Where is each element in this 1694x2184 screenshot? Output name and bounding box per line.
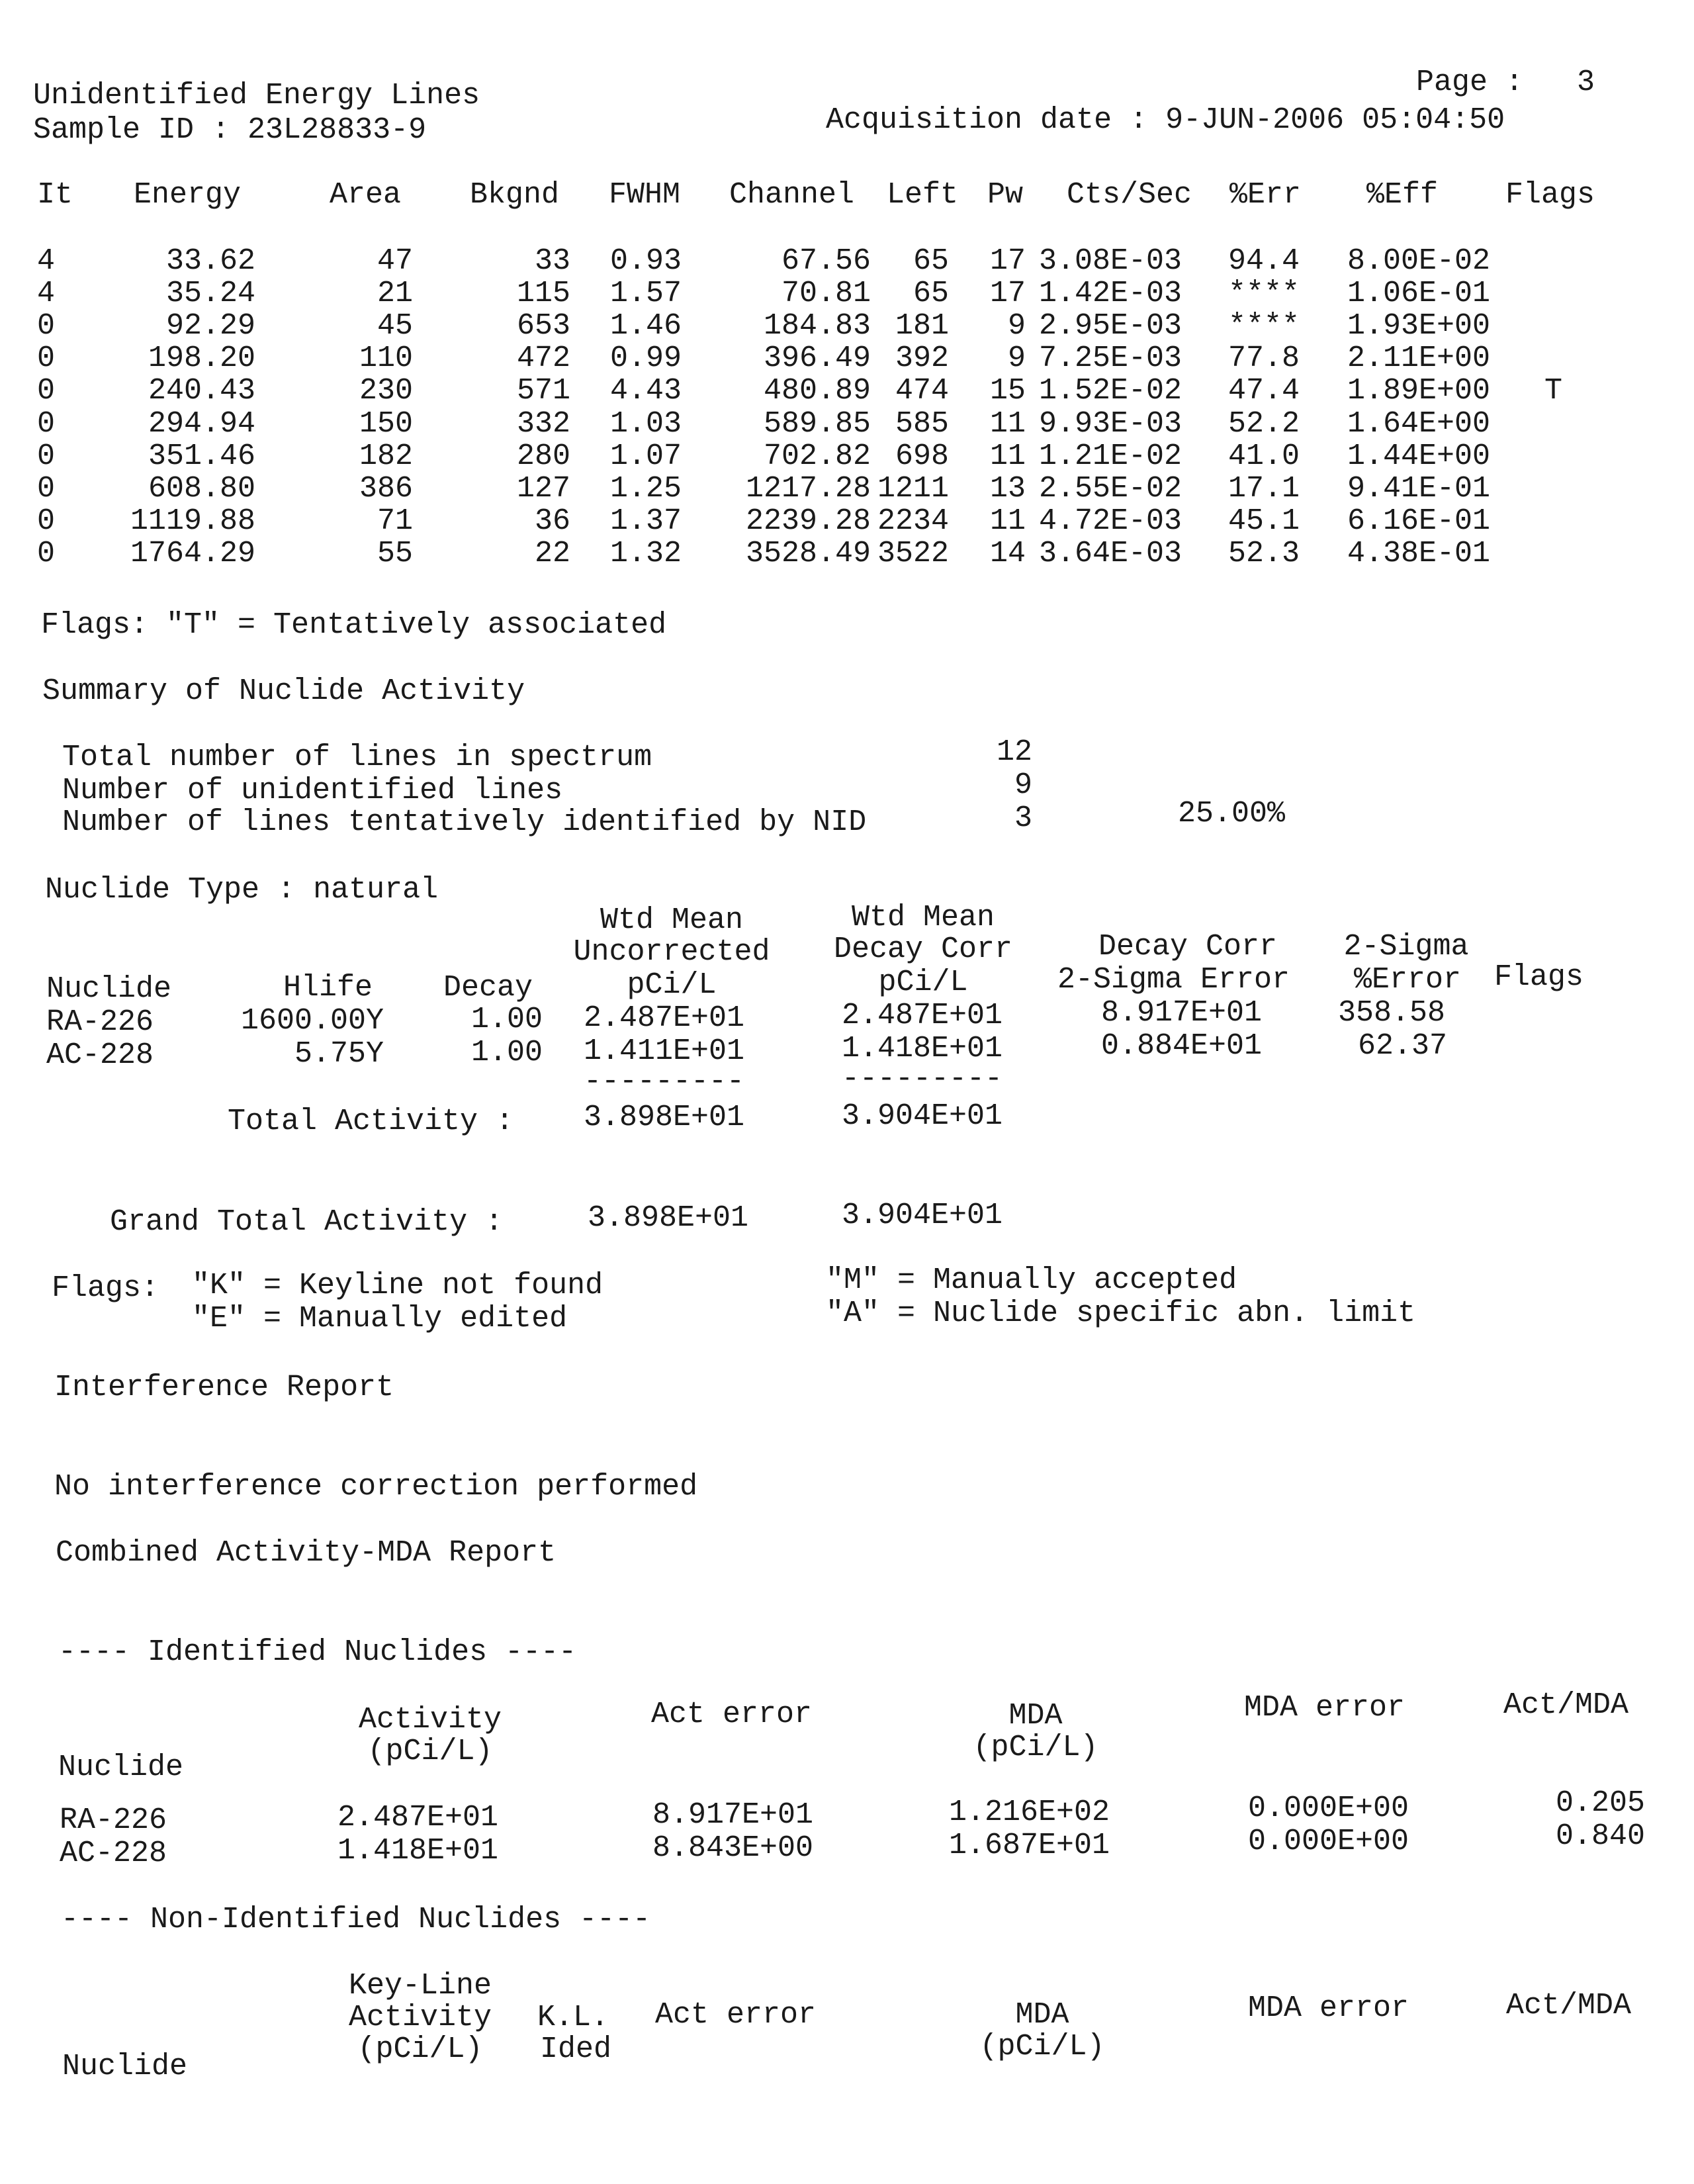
col-header: Uncorrected bbox=[573, 935, 770, 969]
line-bkgnd: 653 bbox=[516, 309, 570, 343]
col-header: Flags bbox=[1505, 178, 1595, 212]
col-header: Act/MDA bbox=[1506, 1989, 1632, 2023]
line-energy: 608.80 bbox=[148, 471, 255, 506]
line-eff: 6.16E-01 bbox=[1347, 504, 1491, 538]
nuclide-decay: 1.00 bbox=[470, 1036, 543, 1069]
line-energy: 240.43 bbox=[148, 374, 255, 408]
line-bkgnd: 127 bbox=[516, 471, 570, 506]
grand-total-label: Grand Total Activity : bbox=[110, 1205, 504, 1239]
summary-label: Number of unidentified lines bbox=[62, 774, 563, 807]
line-fwhm: 1.57 bbox=[610, 277, 682, 311]
col-header: Nuclide bbox=[62, 2050, 188, 2083]
line-cts: 2.55E-02 bbox=[1039, 471, 1182, 506]
line-energy: 351.46 bbox=[148, 439, 255, 473]
col-header: Pw bbox=[987, 178, 1024, 212]
lines-table-row bbox=[0, 342, 1694, 375]
total-corrected: 3.904E+01 bbox=[842, 1099, 1003, 1133]
line-channel: 2239.28 bbox=[745, 504, 871, 538]
identified-mda: 1.216E+02 bbox=[949, 1796, 1110, 1829]
col-header: %Error bbox=[1354, 963, 1462, 997]
line-fwhm: 1.32 bbox=[610, 536, 682, 570]
col-header: Decay bbox=[443, 971, 533, 1005]
line-bkgnd: 33 bbox=[534, 244, 570, 278]
col-header: Energy bbox=[134, 178, 242, 212]
combined-title: Combined Activity-MDA Report bbox=[56, 1536, 557, 1570]
acquisition-date: Acquisition date : 9-JUN-2006 05:04:50 bbox=[826, 103, 1505, 137]
report-title: Unidentified Energy Lines bbox=[33, 79, 480, 113]
line-pw: 17 bbox=[989, 277, 1026, 311]
line-eff: 9.41E-01 bbox=[1347, 471, 1491, 506]
line-channel: 1217.28 bbox=[745, 471, 871, 506]
line-err: 77.8 bbox=[1228, 341, 1300, 376]
line-cts: 2.95E-03 bbox=[1039, 309, 1182, 343]
flag-a: "A" = Nuclide specific abn. limit bbox=[826, 1297, 1416, 1330]
lines-table-row bbox=[0, 408, 1694, 441]
col-header: MDA bbox=[1008, 1699, 1063, 1733]
identified-act-mda: 0.205 bbox=[1555, 1786, 1645, 1820]
interference-title: Interference Report bbox=[54, 1371, 394, 1404]
col-header: pCi/L bbox=[878, 966, 968, 999]
sample-id: Sample ID : 23L28833-9 bbox=[33, 113, 427, 147]
col-header: %Err bbox=[1229, 178, 1302, 212]
line-flag: T bbox=[1544, 374, 1563, 408]
lines-table-row bbox=[0, 505, 1694, 538]
nuclide-sigma: 8.917E+01 bbox=[1101, 996, 1263, 1030]
line-channel: 589.85 bbox=[763, 406, 871, 441]
line-it: 0 bbox=[37, 504, 56, 538]
flags-note: Flags: "T" = Tentatively associated bbox=[41, 608, 667, 642]
line-fwhm: 1.37 bbox=[610, 504, 682, 538]
identified-mda-error: 0.000E+00 bbox=[1248, 1825, 1409, 1858]
line-cts: 9.93E-03 bbox=[1039, 406, 1182, 441]
col-header: Ided bbox=[540, 2032, 612, 2066]
line-area: 182 bbox=[359, 439, 413, 473]
lines-table-row bbox=[0, 473, 1694, 506]
line-err: 52.2 bbox=[1228, 406, 1300, 441]
non-identified-title: ---- Non-Identified Nuclides ---- bbox=[61, 1903, 651, 1936]
line-channel: 3528.49 bbox=[745, 536, 871, 570]
identified-title: ---- Identified Nuclides ---- bbox=[58, 1635, 577, 1669]
line-area: 21 bbox=[377, 277, 413, 311]
lines-table-header bbox=[0, 179, 1694, 212]
line-err: 52.3 bbox=[1228, 536, 1300, 570]
line-err: 45.1 bbox=[1228, 504, 1300, 538]
line-area: 71 bbox=[377, 504, 413, 538]
line-energy: 1764.29 bbox=[130, 536, 255, 570]
line-left: 181 bbox=[895, 309, 949, 343]
line-area: 386 bbox=[359, 471, 413, 506]
line-err: 47.4 bbox=[1228, 374, 1300, 408]
identified-activity: 1.418E+01 bbox=[337, 1834, 499, 1868]
nuclide-uncorrected: 1.411E+01 bbox=[584, 1034, 745, 1068]
line-energy: 92.29 bbox=[165, 309, 255, 343]
line-it: 0 bbox=[37, 536, 56, 570]
lines-table-row bbox=[0, 375, 1694, 408]
col-header: Key-Line bbox=[348, 1969, 492, 2003]
col-header: Act/MDA bbox=[1503, 1688, 1629, 1722]
line-pw: 14 bbox=[989, 536, 1026, 570]
total-uncorrected: 3.898E+01 bbox=[584, 1101, 745, 1134]
col-header: Act error bbox=[651, 1698, 813, 1731]
line-err: **** bbox=[1228, 277, 1300, 311]
identified-act-mda: 0.840 bbox=[1555, 1819, 1645, 1853]
line-eff: 8.00E-02 bbox=[1347, 244, 1491, 278]
col-header: Left bbox=[887, 178, 959, 212]
col-header: FWHM bbox=[609, 178, 681, 212]
line-err: 94.4 bbox=[1228, 244, 1300, 278]
line-channel: 184.83 bbox=[763, 309, 871, 343]
line-left: 474 bbox=[895, 374, 949, 408]
line-cts: 4.72E-03 bbox=[1039, 504, 1182, 538]
summary-percent: 25.00% bbox=[1178, 797, 1286, 831]
col-header: 2-Sigma Error bbox=[1057, 963, 1290, 997]
line-left: 698 bbox=[895, 439, 949, 473]
col-header: Activity bbox=[348, 2001, 492, 2034]
col-header: Activity bbox=[358, 1703, 502, 1737]
col-header: Nuclide bbox=[58, 1751, 184, 1784]
line-err: 41.0 bbox=[1228, 439, 1300, 473]
line-cts: 1.21E-02 bbox=[1039, 439, 1182, 473]
col-header: Bkgnd bbox=[470, 178, 560, 212]
lines-table-row bbox=[0, 277, 1694, 310]
lines-table-row bbox=[0, 310, 1694, 343]
col-header: (pCi/L) bbox=[357, 2032, 483, 2066]
grand-uncorrected: 3.898E+01 bbox=[588, 1201, 749, 1235]
flag-e: "E" = Manually edited bbox=[192, 1302, 568, 1336]
col-header: (pCi/L) bbox=[973, 1731, 1098, 1764]
line-eff: 1.44E+00 bbox=[1347, 439, 1491, 473]
line-fwhm: 4.43 bbox=[610, 374, 682, 408]
line-eff: 1.89E+00 bbox=[1347, 374, 1491, 408]
line-it: 0 bbox=[37, 471, 56, 506]
line-bkgnd: 36 bbox=[534, 504, 570, 538]
nuclide-sigma: 0.884E+01 bbox=[1101, 1029, 1263, 1063]
line-area: 45 bbox=[377, 309, 413, 343]
line-cts: 1.52E-02 bbox=[1039, 374, 1182, 408]
line-bkgnd: 22 bbox=[534, 536, 570, 570]
summary-value: 3 bbox=[1014, 801, 1032, 835]
line-left: 392 bbox=[895, 341, 949, 376]
nuclide-decay: 1.00 bbox=[470, 1003, 543, 1036]
col-header: 2-Sigma bbox=[1343, 930, 1469, 964]
line-left: 2234 bbox=[877, 504, 949, 538]
col-header: (pCi/L) bbox=[979, 2030, 1105, 2064]
line-area: 47 bbox=[377, 244, 413, 278]
grand-corrected: 3.904E+01 bbox=[842, 1199, 1003, 1232]
line-it: 0 bbox=[37, 439, 56, 473]
line-area: 230 bbox=[359, 374, 413, 408]
nuclide-pct-error: 62.37 bbox=[1358, 1029, 1448, 1063]
summary-value: 12 bbox=[996, 735, 1032, 769]
line-cts: 3.08E-03 bbox=[1039, 244, 1182, 278]
total-activity-label: Total Activity : bbox=[228, 1105, 514, 1138]
line-fwhm: 0.99 bbox=[610, 341, 682, 376]
line-bkgnd: 115 bbox=[516, 277, 570, 311]
page-number: Page : 3 bbox=[1415, 66, 1595, 99]
line-pw: 9 bbox=[1007, 309, 1026, 343]
line-pw: 11 bbox=[989, 504, 1026, 538]
nuclide-hlife: 1600.00Y bbox=[240, 1004, 384, 1038]
line-area: 150 bbox=[359, 406, 413, 441]
line-channel: 67.56 bbox=[781, 244, 871, 278]
col-header: Wtd Mean bbox=[600, 903, 744, 937]
line-it: 0 bbox=[37, 374, 56, 408]
line-it: 0 bbox=[37, 309, 56, 343]
line-fwhm: 1.46 bbox=[610, 309, 682, 343]
line-eff: 1.06E-01 bbox=[1347, 277, 1491, 311]
line-bkgnd: 332 bbox=[516, 406, 570, 441]
line-it: 4 bbox=[37, 244, 56, 278]
line-left: 585 bbox=[895, 406, 949, 441]
nuclide-name: AC-228 bbox=[46, 1038, 154, 1072]
line-eff: 1.64E+00 bbox=[1347, 406, 1491, 441]
col-header: Hlife bbox=[283, 971, 373, 1005]
line-left: 65 bbox=[913, 244, 949, 278]
nuclide-corrected: 2.487E+01 bbox=[842, 999, 1003, 1032]
line-area: 55 bbox=[377, 536, 413, 570]
identified-act-error: 8.917E+01 bbox=[652, 1798, 814, 1832]
line-fwhm: 1.25 bbox=[610, 471, 682, 506]
col-header: Wtd Mean bbox=[851, 901, 995, 934]
dash-separator: --------- bbox=[584, 1065, 745, 1099]
col-header: Area bbox=[330, 178, 402, 212]
line-pw: 15 bbox=[989, 374, 1026, 408]
nuclide-name: RA-226 bbox=[46, 1005, 154, 1039]
line-bkgnd: 280 bbox=[516, 439, 570, 473]
line-fwhm: 0.93 bbox=[610, 244, 682, 278]
line-pw: 11 bbox=[989, 439, 1026, 473]
line-left: 1211 bbox=[877, 471, 949, 506]
line-channel: 70.81 bbox=[781, 277, 871, 311]
col-header: Nuclide bbox=[46, 972, 172, 1006]
line-cts: 7.25E-03 bbox=[1039, 341, 1182, 376]
col-header: Cts/Sec bbox=[1067, 178, 1192, 212]
nuclide-pct-error: 358.58 bbox=[1338, 996, 1446, 1030]
col-header: Act error bbox=[655, 1998, 817, 2032]
identified-activity: 2.487E+01 bbox=[337, 1801, 499, 1835]
flag-k: "K" = Keyline not found bbox=[192, 1269, 603, 1302]
line-bkgnd: 571 bbox=[516, 374, 570, 408]
line-energy: 33.62 bbox=[165, 244, 255, 278]
line-it: 0 bbox=[37, 341, 56, 376]
lines-table-row bbox=[0, 245, 1694, 278]
nuclide-uncorrected: 2.487E+01 bbox=[584, 1001, 745, 1035]
nuclide-hlife: 5.75Y bbox=[294, 1037, 384, 1071]
line-cts: 1.42E-03 bbox=[1039, 277, 1182, 311]
col-header: Flags bbox=[1494, 960, 1584, 994]
dash-separator: --------- bbox=[842, 1062, 1003, 1096]
line-left: 65 bbox=[913, 277, 949, 311]
flag-m: "M" = Manually accepted bbox=[826, 1263, 1237, 1297]
line-pw: 13 bbox=[989, 471, 1026, 506]
col-header: Decay Corr bbox=[1098, 930, 1278, 964]
line-pw: 17 bbox=[989, 244, 1026, 278]
col-header: MDA error bbox=[1244, 1691, 1405, 1725]
col-header: K.L. bbox=[537, 2001, 609, 2034]
col-header: MDA error bbox=[1248, 1991, 1409, 2025]
line-channel: 702.82 bbox=[763, 439, 871, 473]
summary-value: 9 bbox=[1014, 768, 1032, 802]
line-fwhm: 1.03 bbox=[610, 406, 682, 441]
line-err: 17.1 bbox=[1228, 471, 1300, 506]
summary-label: Number of lines tentatively identified by NID bbox=[62, 805, 867, 839]
col-header: Channel bbox=[729, 178, 855, 212]
summary-label: Total number of lines in spectrum bbox=[62, 741, 652, 774]
nuclide-corrected: 1.418E+01 bbox=[842, 1032, 1003, 1066]
identified-mda: 1.687E+01 bbox=[949, 1829, 1110, 1862]
identified-mda-error: 0.000E+00 bbox=[1248, 1792, 1409, 1825]
identified-act-error: 8.843E+00 bbox=[652, 1831, 814, 1865]
summary-title: Summary of Nuclide Activity bbox=[42, 674, 525, 708]
line-it: 4 bbox=[37, 277, 56, 311]
line-energy: 198.20 bbox=[148, 341, 255, 376]
lines-table-row bbox=[0, 440, 1694, 473]
col-header: (pCi/L) bbox=[367, 1735, 493, 1768]
line-bkgnd: 472 bbox=[516, 341, 570, 376]
line-fwhm: 1.07 bbox=[610, 439, 682, 473]
nuclide-type: Nuclide Type : natural bbox=[45, 873, 439, 907]
line-it: 0 bbox=[37, 406, 56, 441]
col-header: It bbox=[37, 178, 73, 212]
line-eff: 4.38E-01 bbox=[1347, 536, 1491, 570]
line-pw: 11 bbox=[989, 406, 1026, 441]
interference-text: No interference correction performed bbox=[54, 1470, 698, 1504]
col-header: %Eff bbox=[1366, 178, 1439, 212]
col-header: MDA bbox=[1015, 1998, 1069, 2032]
col-header: pCi/L bbox=[627, 968, 717, 1002]
line-area: 110 bbox=[359, 341, 413, 376]
line-err: **** bbox=[1228, 309, 1300, 343]
col-header: Decay Corr bbox=[833, 933, 1013, 966]
line-channel: 480.89 bbox=[763, 374, 871, 408]
lines-table-row bbox=[0, 537, 1694, 570]
line-energy: 1119.88 bbox=[130, 504, 255, 538]
line-eff: 1.93E+00 bbox=[1347, 309, 1491, 343]
line-energy: 294.94 bbox=[148, 406, 255, 441]
line-energy: 35.24 bbox=[165, 277, 255, 311]
identified-nuclide: RA-226 bbox=[60, 1803, 167, 1837]
line-cts: 3.64E-03 bbox=[1039, 536, 1182, 570]
line-pw: 9 bbox=[1007, 341, 1026, 376]
line-eff: 2.11E+00 bbox=[1347, 341, 1491, 376]
identified-nuclide: AC-228 bbox=[60, 1837, 167, 1870]
flags-legend-prefix: Flags: bbox=[52, 1271, 159, 1305]
line-channel: 396.49 bbox=[763, 341, 871, 376]
line-left: 3522 bbox=[877, 536, 949, 570]
